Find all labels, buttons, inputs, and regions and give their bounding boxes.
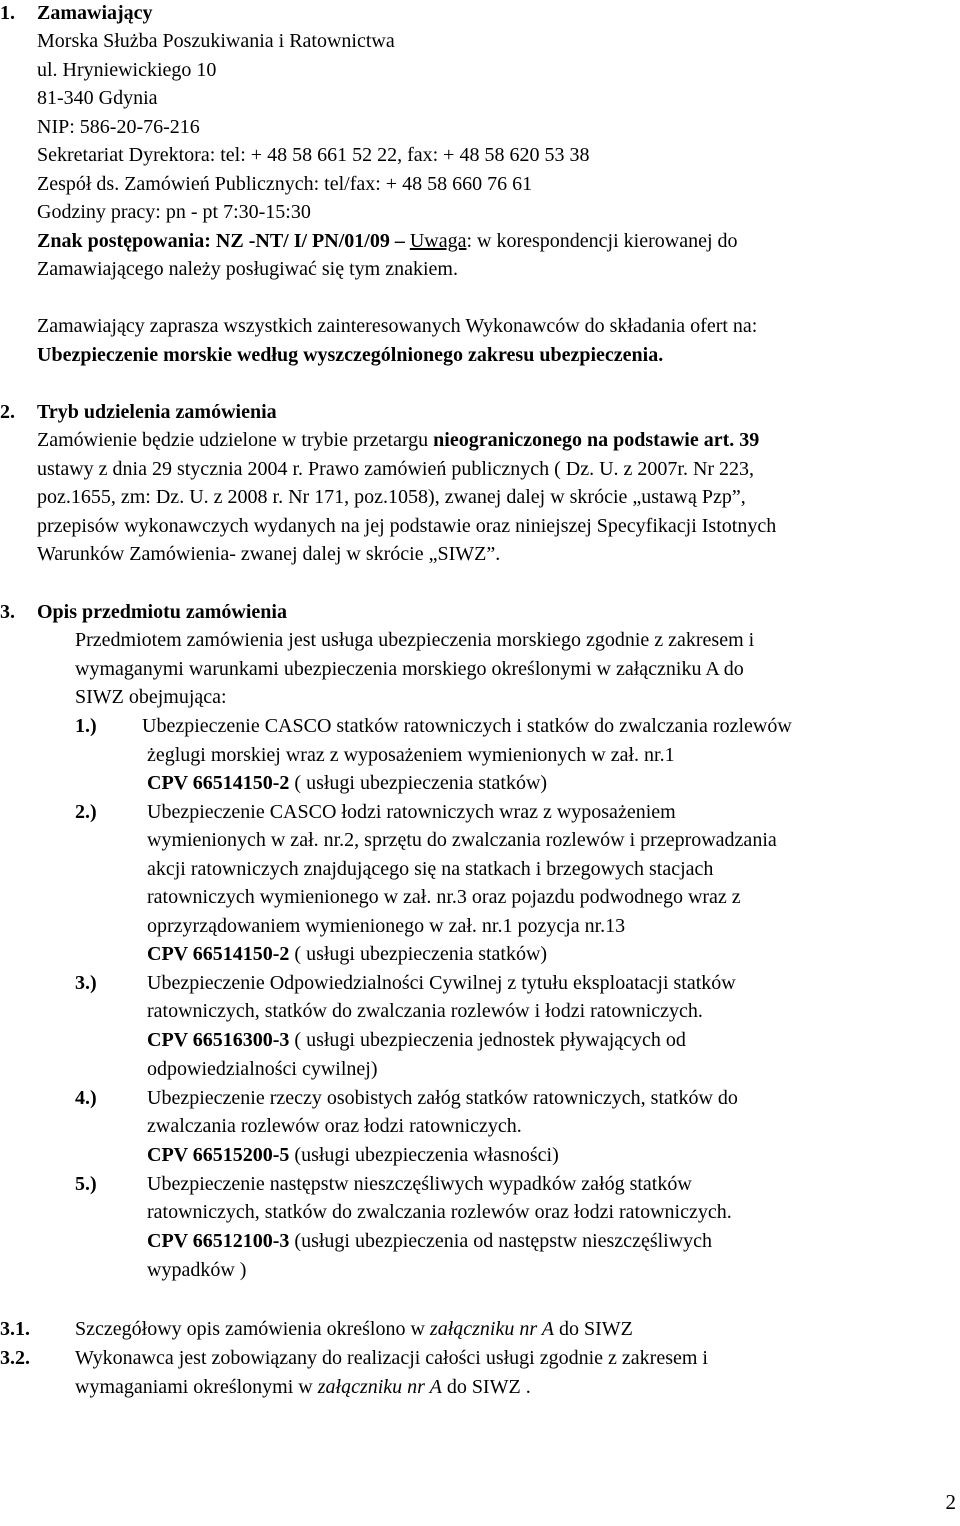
section-2-heading: Tryb udzielenia zamówienia <box>37 401 277 423</box>
section-3-1-lead: Szczegółowy opis zamówienia określono w <box>75 1318 430 1340</box>
section-3-heading: Opis przedmiotu zamówienia <box>37 601 287 623</box>
item-1-cpv <box>147 769 547 798</box>
section-3-1-text <box>75 1315 633 1344</box>
cpv-description: (usługi ubezpieczenia własności) <box>289 1144 559 1166</box>
address-street: ul. Hryniewickiego 10 <box>37 59 217 81</box>
item-3-cpv <box>147 1026 686 1055</box>
cpv-description: (usługi ubezpieczenia od następstw nieszczęśliwych <box>289 1230 713 1252</box>
item-3-line-1: Ubezpieczenie Odpowiedzialności Cywilnej z tytułu eksploatacji statków <box>147 972 736 994</box>
section-3-1-tail: do SIWZ <box>554 1318 633 1340</box>
cpv-code: CPV 66512100-3 <box>147 1230 290 1252</box>
section-3-2-number: 3.2. <box>0 1347 30 1369</box>
item-4-cpv <box>147 1141 559 1170</box>
address-city: 81-340 Gdynia <box>37 87 158 109</box>
procedure-line-2: ustawy z dnia 29 stycznia 2004 r. Prawo zamówień publicznych ( Dz. U. z 2007r. Nr 223, <box>37 458 755 480</box>
item-2-line-1: Ubezpieczenie CASCO łodzi ratowniczych wraz z wyposażeniem <box>147 801 676 823</box>
item-5-line-1: Ubezpieczenie następstw nieszczęśliwych wypadków załóg statków <box>147 1173 692 1195</box>
item-4-number: 4.) <box>75 1087 97 1109</box>
section-2-number: 2. <box>0 401 15 423</box>
attachment-reference: załączniku nr A <box>429 1318 554 1340</box>
item-1-line-2: żeglugi morskiej wraz z wyposażeniem wymienionych w zał. nr.1 <box>147 744 675 766</box>
reference-dash: – <box>394 230 405 252</box>
item-4-line-2: zwalczania rozlewów oraz łodzi ratowniczych. <box>147 1115 522 1137</box>
item-2-line-4: ratowniczych wymienionego w zał. nr.3 oraz pojazdu podwodnego wraz z <box>147 886 741 908</box>
item-5-cpv-continuation: wypadków ) <box>147 1259 247 1281</box>
cpv-description: ( usługi ubezpieczenia statków) <box>289 943 548 965</box>
procedure-line-3: poz.1655, zm: Dz. U. z 2008 r. Nr 171, poz.1058), zwanej dalej w skrócie „ustawą Pzp”, <box>37 486 746 508</box>
procedure-article: 39 <box>734 429 760 451</box>
item-1-line-1: Ubezpieczenie CASCO statków ratowniczych i statków do zwalczania rozlewów <box>142 715 792 737</box>
section-3-2-line-1: Wykonawca jest zobowiązany do realizacji całości usługi zgodnie z zakresem i <box>75 1347 708 1369</box>
section-1-heading: Zamawiający <box>37 2 153 24</box>
cpv-code: CPV 66515200-5 <box>147 1144 290 1166</box>
note-text: : w korespondencji kierowanej do <box>466 230 738 252</box>
note-continuation: Zamawiającego należy posługiwać się tym znakiem. <box>37 258 458 280</box>
section-3-2-lead: wymaganiami określonymi w <box>75 1376 318 1398</box>
contracting-authority-name: Morska Służba Poszukiwania i Ratownictwa <box>37 30 395 52</box>
item-5-cpv <box>147 1227 712 1256</box>
item-5-line-2: ratowniczych, statków do zwalczania rozlewów oraz łodzi ratowniczych. <box>147 1201 732 1223</box>
reference-code: Znak postępowania: NZ -NT/ I/ PN/01/09 <box>37 230 395 252</box>
procedure-line-5: Warunków Zamówienia- zwanej dalej w skrócie „SIWZ”. <box>37 543 501 565</box>
procedure-type: nieograniczonego na podstawie art. <box>433 429 735 451</box>
item-2-cpv <box>147 940 547 969</box>
cpv-code: CPV 66514150-2 <box>147 772 290 794</box>
secretariat-contact: Sekretariat Dyrektora: tel: + 48 58 661 52 22, fax: + 48 58 620 53 38 <box>37 144 590 166</box>
section-3-2-line-2 <box>75 1373 531 1402</box>
invitation-text: Zamawiający zaprasza wszystkich zainteresowanych Wykonawców do składania ofert na: <box>37 315 758 337</box>
procurement-team-contact: Zespół ds. Zamówień Publicznych: tel/fax: + 48 58 660 76 61 <box>37 173 533 195</box>
invitation-subject: Ubezpieczenie morskie według wyszczególnionego zakresu ubezpieczenia. <box>37 344 664 366</box>
item-2-line-3: akcji ratowniczych znajdującego się na statkach i brzegowych stacjach <box>147 858 714 880</box>
reference-line <box>37 227 738 256</box>
section-3-number: 3. <box>0 601 15 623</box>
nip-number: NIP: 586-20-76-216 <box>37 116 200 138</box>
subject-intro-1: Przedmiotem zamówienia jest usługa ubezpieczenia morskiego zgodnie z zakresem i <box>75 629 755 651</box>
item-3-number: 3.) <box>75 972 97 994</box>
subject-intro-2: wymaganymi warunkami ubezpieczenia morskiego określonymi w załączniku A do <box>75 658 744 680</box>
procedure-line-4: przepisów wykonawczych wydanych na jej podstawie oraz niniejszej Specyfikacji Istotnych <box>37 515 777 537</box>
cpv-description: ( usługi ubezpieczenia statków) <box>289 772 548 794</box>
cpv-description: ( usługi ubezpieczenia jednostek pływających od <box>289 1029 686 1051</box>
item-3-line-2: ratowniczych, statków do zwalczania rozlewów i łodzi ratowniczych. <box>147 1000 703 1022</box>
item-5-number: 5.) <box>75 1173 97 1195</box>
subject-intro-3: SIWZ obejmująca: <box>75 686 227 708</box>
item-3-cpv-continuation: odpowiedzialności cywilnej) <box>147 1058 378 1080</box>
cpv-code: CPV 66516300-3 <box>147 1029 290 1051</box>
cpv-code: CPV 66514150-2 <box>147 943 290 965</box>
attachment-reference: załączniku nr A <box>317 1376 442 1398</box>
section-1-number: 1. <box>0 2 15 24</box>
section-3-1-number: 3.1. <box>0 1318 30 1340</box>
item-1-number: 1.) <box>75 715 97 737</box>
item-2-line-5: oprzyrządowaniem wymienionego w zał. nr.1 pozycja nr.13 <box>147 915 626 937</box>
procedure-text: Zamówienie będzie udzielone w trybie przetargu <box>37 429 434 451</box>
note-label: Uwaga <box>409 230 467 252</box>
item-2-line-2: wymienionych w zał. nr.2, sprzętu do zwalczania rozlewów i przeprowadzania <box>147 829 777 851</box>
item-4-line-1: Ubezpieczenie rzeczy osobistych załóg statków ratowniczych, statków do <box>147 1087 738 1109</box>
procedure-line-1 <box>37 426 759 455</box>
page-number: 2 <box>945 1490 956 1514</box>
section-3-2-tail: do SIWZ . <box>441 1376 531 1398</box>
item-2-number: 2.) <box>75 801 97 823</box>
working-hours: Godziny pracy: pn - pt 7:30-15:30 <box>37 201 311 223</box>
